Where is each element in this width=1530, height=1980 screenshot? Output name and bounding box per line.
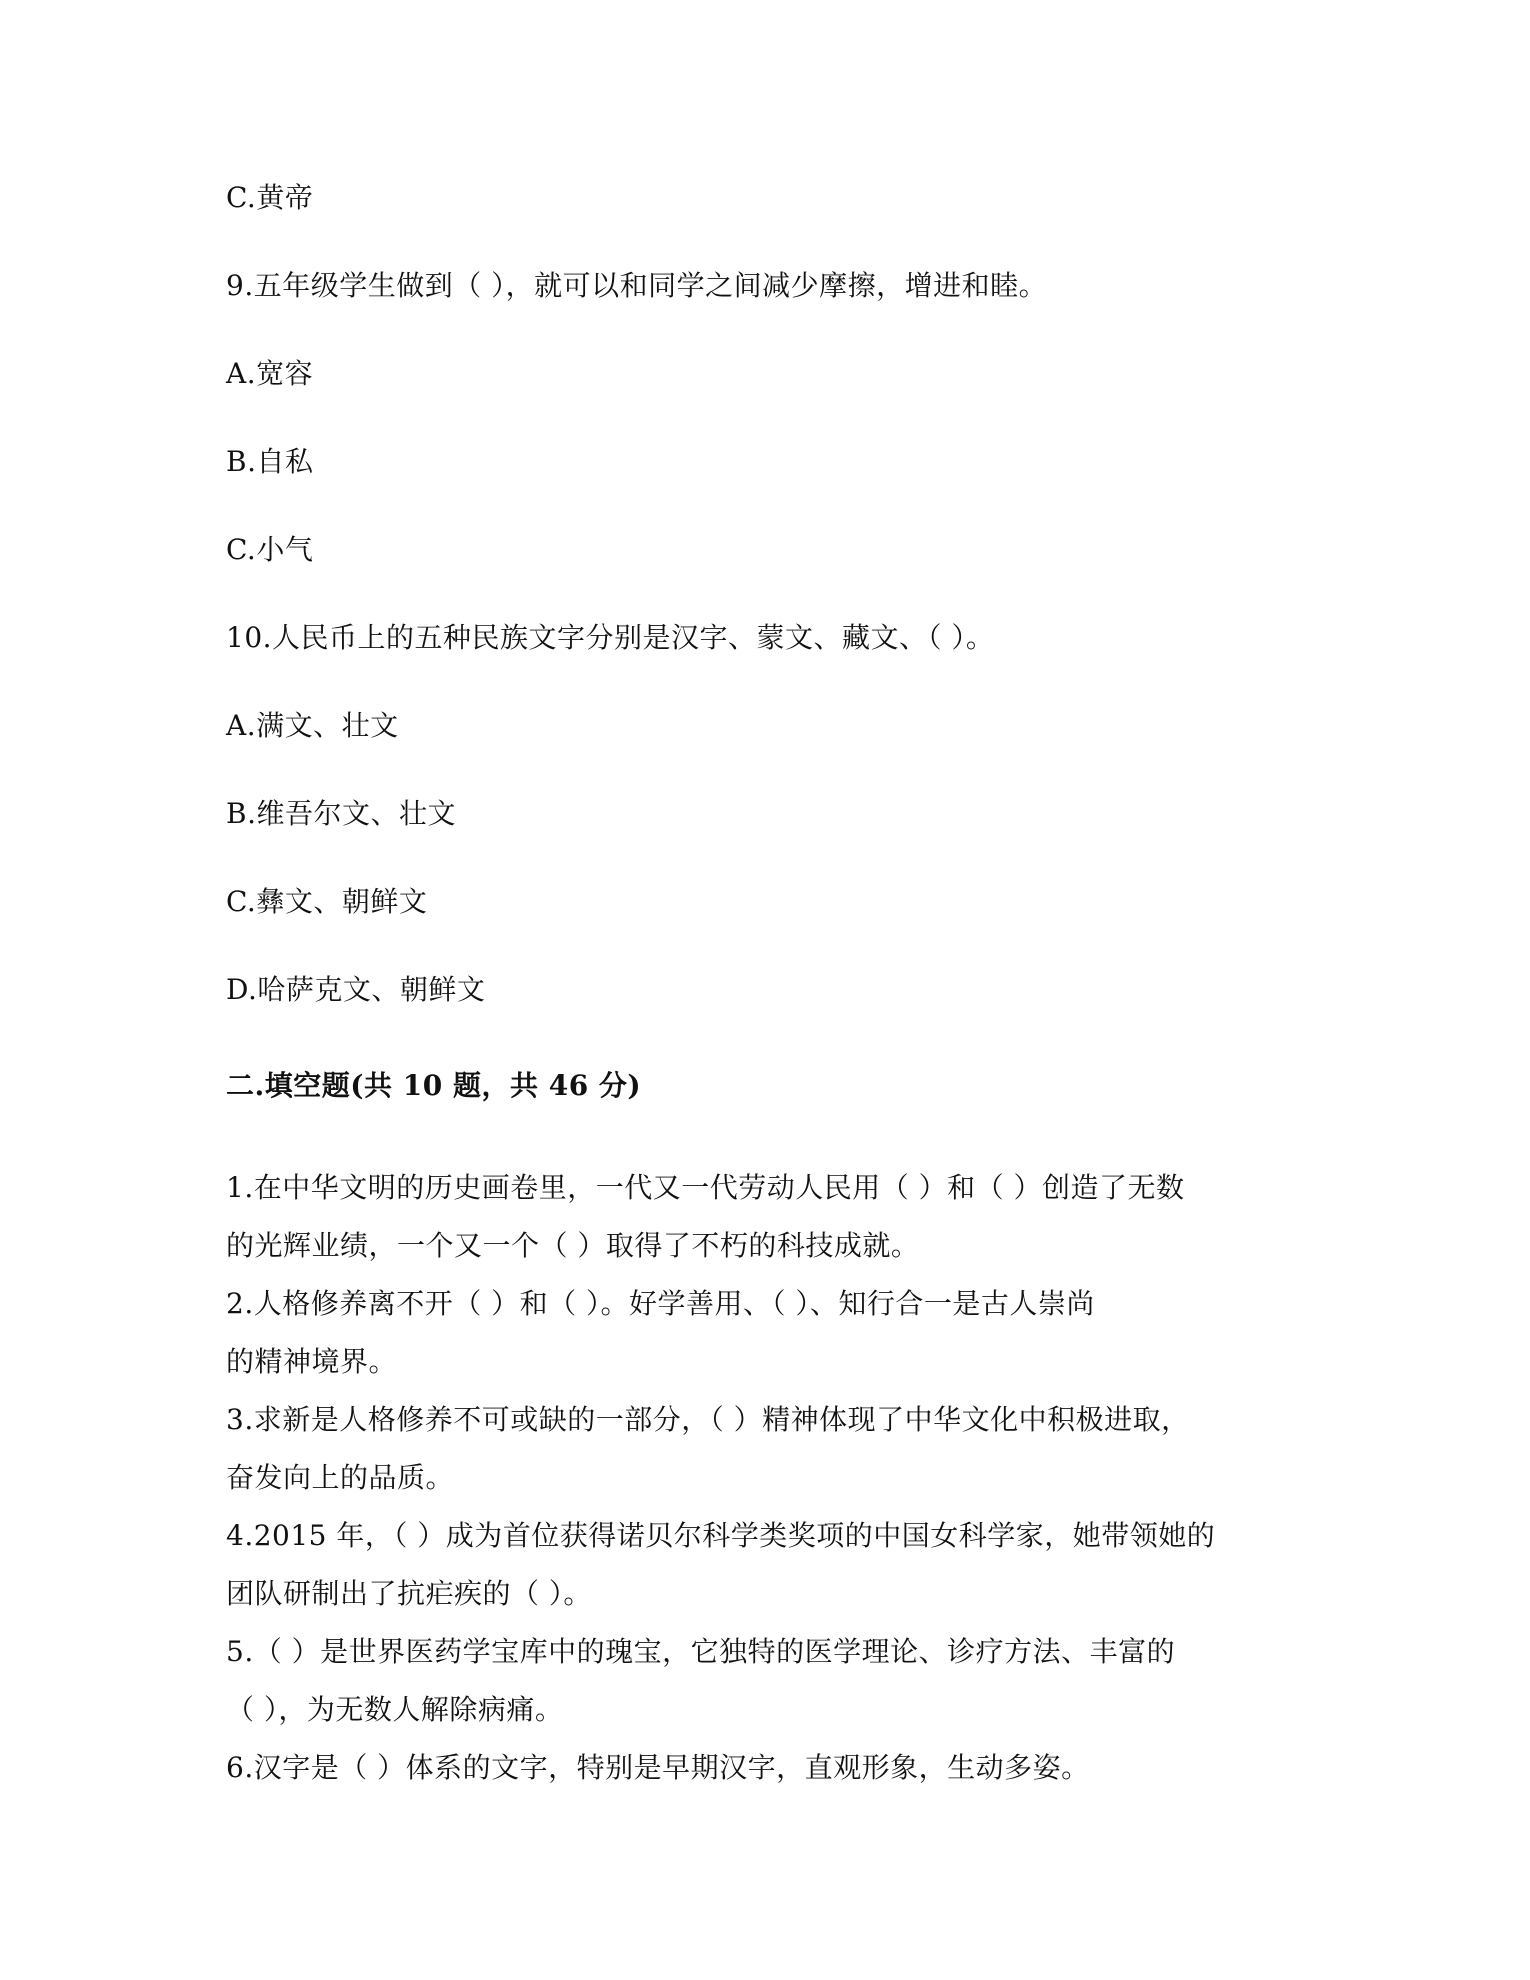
fill-q3-line2: 奋发向上的品质。 [226,1461,455,1494]
q8-option-c: C.黄帝 [226,181,314,214]
section-heading-fill-in: 二.填空题(共 10 题，共 46 分) [226,1069,642,1102]
q9-option-c: C.小气 [226,533,314,566]
q10-option-b: B.维吾尔文、壮文 [226,797,456,830]
q9-option-a: A.宽容 [226,357,314,390]
fill-q2-line1: 2.人格修养离不开（ ）和（ ）。好学善用、（ ）、知行合一是古人崇尚 [226,1287,1095,1320]
q10-option-d: D.哈萨克文、朝鲜文 [226,973,486,1006]
q9-option-b: B.自私 [226,445,314,478]
fill-q5-line1: 5.（ ）是世界医药学宝库中的瑰宝，它独特的医学理论、诊疗方法、丰富的 [226,1635,1176,1668]
q10-stem: 10.人民币上的五种民族文字分别是汉字、蒙文、藏文、（ ）。 [226,621,995,654]
fill-q4-line2: 团队研制出了抗疟疾的（ ）。 [226,1577,592,1610]
fill-q6-line1: 6.汉字是（ ）体系的文字，特别是早期汉字，直观形象，生动多姿。 [226,1751,1090,1784]
q10-option-c: C.彝文、朝鲜文 [226,885,428,918]
fill-q1-line1: 1.在中华文明的历史画卷里，一代又一代劳动人民用（ ）和（ ）创造了无数 [226,1171,1185,1204]
q10-option-a: A.满文、壮文 [226,709,399,742]
fill-q1-line2: 的光辉业绩，一个又一个（ ）取得了不朽的科技成就。 [226,1229,920,1262]
fill-q2-line2: 的精神境界。 [226,1345,398,1378]
fill-q5-line2: （ ），为无数人解除病痛。 [226,1693,564,1726]
q9-stem: 9.五年级学生做到（ ），就可以和同学之间减少摩擦，增进和睦。 [226,269,1048,302]
fill-q4-line1: 4.2015 年，（ ）成为首位获得诺贝尔科学类奖项的中国女科学家，她带领她的 [226,1519,1216,1552]
fill-q3-line1: 3.求新是人格修养不可或缺的一部分，（ ）精神体现了中华文化中积极进取， [226,1403,1190,1436]
